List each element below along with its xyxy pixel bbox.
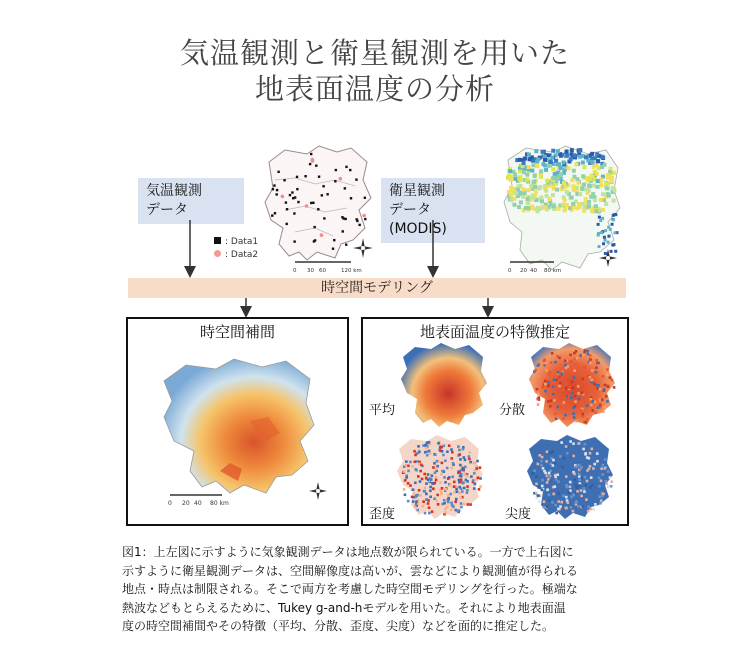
interpolation-panel <box>126 317 349 526</box>
satellite-scale-3: 80 km <box>544 268 562 274</box>
satellite-scale-1: 20 <box>520 268 527 274</box>
label-skewness: 歪度 <box>369 507 396 522</box>
caption-line-3: 地点・時点は制限される。そこで両方を考慮した時空間モデリングを行った。極端な <box>122 582 578 596</box>
satellite-label-line1: 衛星観測 <box>389 183 445 199</box>
station-scale-3: 120 km <box>341 268 362 274</box>
station-scale-1: 30 <box>307 268 314 274</box>
satellite-scale-0: 0 <box>508 268 512 274</box>
kurtosis-map <box>523 433 623 523</box>
spatiotemporal-modeling-band: 時空間モデリング <box>128 278 626 298</box>
interpolation-map <box>150 351 345 519</box>
feature-estimation-panel <box>361 317 629 526</box>
station-label-line2: データ <box>146 202 188 218</box>
satellite-scale-2: 40 <box>530 268 537 274</box>
interp-scale-1: 20 <box>182 500 190 507</box>
interp-scale-0: 0 <box>168 500 172 507</box>
legend-data1-label: : Data1 <box>225 237 259 247</box>
caption-line-4: 熱波などもとらえるために、Tukey g-and-hモデルを用いた。それにより地表面温 <box>122 600 566 615</box>
page-title-line2: 地表面温度の分析 <box>254 72 495 106</box>
variance-map <box>525 341 625 431</box>
station-scale-2: 60 <box>319 268 326 274</box>
label-kurtosis: 尖度 <box>505 507 532 522</box>
caption-line-5: 度の時空間補間やその特徴（平均、分散、歪度、尖度）などを面的に推定した。 <box>122 619 555 633</box>
station-label-line1: 気温観測 <box>146 183 202 199</box>
page-title-line1: 気温観測と衛星観測を用いた <box>179 36 570 70</box>
mean-map <box>397 341 497 431</box>
interpolation-title: 時空間補間 <box>199 323 275 341</box>
legend-data2-label: : Data2 <box>225 250 259 260</box>
caption-line-2: 示すように衛星観測データは、空間解像度は高いが、雲などにより観測値が得られる <box>122 563 579 578</box>
feature-estimation-title: 地表面温度の特徴推定 <box>419 323 570 341</box>
satellite-label-line2: データ(MODIS) <box>389 202 447 237</box>
interp-scale-2: 40 <box>194 500 202 507</box>
station-scale-0: 0 <box>293 268 297 274</box>
label-mean: 平均 <box>369 403 396 418</box>
interp-scale-3: 80 km <box>210 500 229 507</box>
label-variance: 分散 <box>499 403 526 418</box>
figure-caption <box>122 543 642 636</box>
caption-line-1: 図1：上左図に示すように気象観測データは地点数が限られている。一方で上右図に <box>122 545 574 559</box>
skewness-map <box>393 433 493 523</box>
